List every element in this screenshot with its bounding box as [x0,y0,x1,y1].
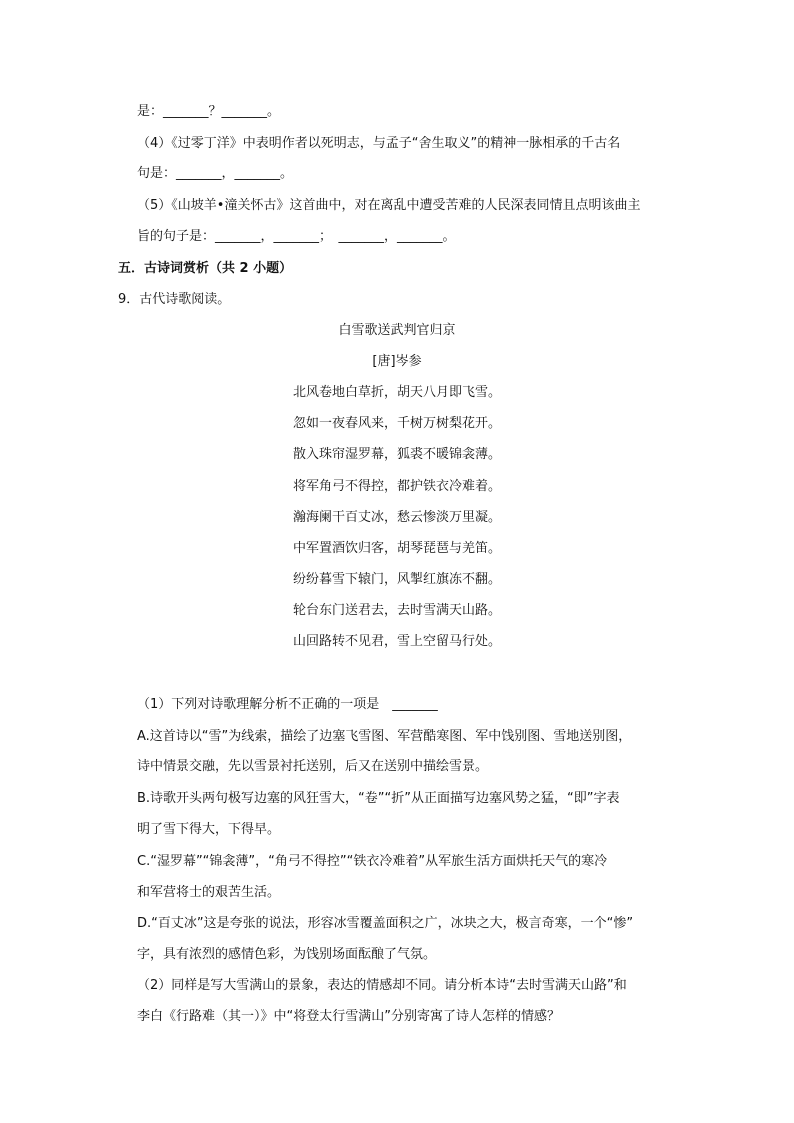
option-a-line-1: A.这首诗以“雪”为线索，描绘了边塞飞雪图、军营酷寒图、军中饯别图、雪地送别图， [137,729,632,744]
poem-line: 纷纷暮雪下辕门，风掣红旗冻不翻。 [292,572,501,587]
option-b-line-1: B.诗歌开头两句极写边塞的风狂雪大，“卷”“折”从正面描写边塞风势之猛，“即”字表 [137,791,620,806]
poem-line: 忽如一夜春风来，千树万树梨花开。 [292,416,501,431]
poem-title: 白雪歌送武判官归京 [338,323,456,338]
option-b-line-2: 明了雪下得大，下得早。 [137,822,281,837]
sub-question-2-line-1: （2）同样是写大雪满山的景象，表达的情感却不同。请分析本诗“去时雪满天山路”和 [137,978,627,993]
poem-line: 北风卷地白草折，胡天八月即飞雪。 [292,385,501,400]
answer-line-3-end: 是：_______？_______。 [137,104,281,119]
poem-line: 散入珠帘湿罗幕，狐裘不暖锦衾薄。 [292,447,501,462]
poem-line: 山回路转不见君，雪上空留马行处。 [292,634,501,649]
poem-line: 将军角弓不得控，都护铁衣冷难着。 [292,479,501,494]
option-c-line-2: 和军营将士的艰苦生活。 [137,885,281,900]
poem-line: 轮台东门送君去，去时雪满天山路。 [292,603,501,618]
sub-question-1: （1）下列对诗歌理解分析不正确的一项是 _______ [137,697,438,712]
section-heading: 五．古诗词赏析（共 2 小题） [118,261,293,276]
poem-author: [唐]岑参 [372,354,422,369]
poem-line: 中军置酒饮归客，胡琴琵琶与羌笛。 [292,541,501,556]
option-d-line-1: D.“百丈冰”这是夸张的说法，形容冰雪覆盖面积之广，冰块之大，极言奇寒，一个“惨” [137,916,634,931]
question-8-item-5-answer: 旨的句子是：_______，_______； _______，_______。 [137,229,456,244]
question-8-item-5: （5）《山坡羊•潼关怀古》这首曲中，对在离乱中遭受苦难的人民深表同情且点明该曲主 [137,198,641,213]
question-8-item-4-answer: 句是：_______，_______。 [137,166,294,181]
poem-line: 瀚海阑干百丈冰，愁云惨淡万里凝。 [292,510,501,525]
question-8-item-4: （4）《过零丁洋》中表明作者以死明志，与孟子“舍生取义”的精神一脉相承的千古名 [137,136,621,151]
sub-question-2-line-2: 李白《行路难（其一）》中“将登太行雪满山”分别寄寓了诗人怎样的情感？ [137,1009,560,1024]
question-9-heading: 9．古代诗歌阅读。 [118,292,231,307]
option-c-line-1: C.“湿罗幕”“锦衾薄”，“角弓不得控”“铁衣冷难着”从军旅生活方面烘托天气的寒冷 [137,854,608,869]
option-d-line-2: 字，具有浓烈的感情色彩，为饯别场面酝酿了气氛。 [137,947,437,962]
option-a-line-2: 诗中情景交融，先以雪景衬托送别，后又在送别中描绘雪景。 [137,759,489,774]
